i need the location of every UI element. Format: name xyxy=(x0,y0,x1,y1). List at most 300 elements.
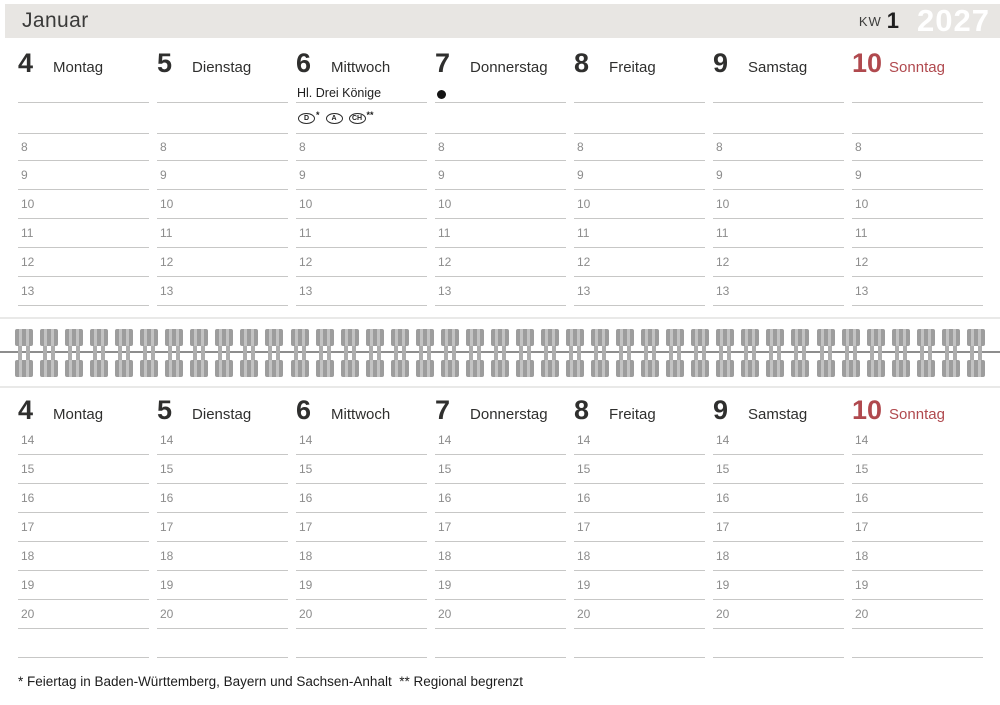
hour-label: 16 xyxy=(855,491,869,505)
hour-slot xyxy=(18,426,149,455)
holiday-row xyxy=(296,85,427,103)
holiday-label: Hl. Drei Könige xyxy=(297,86,382,100)
hour-slot xyxy=(435,248,566,277)
hour-slot xyxy=(574,513,705,542)
binding-coil xyxy=(14,329,34,377)
day-name: Montag xyxy=(53,406,104,423)
day-header xyxy=(713,397,844,426)
hour-label: 20 xyxy=(299,607,313,621)
hour-label: 15 xyxy=(716,462,730,476)
day-header xyxy=(157,45,288,85)
day-header xyxy=(574,45,705,85)
hour-label: 14 xyxy=(438,433,452,447)
hour-slot xyxy=(435,629,566,658)
day-name: Mittwoch xyxy=(331,59,391,76)
country-oval-icon: A xyxy=(326,113,343,124)
hour-label: 17 xyxy=(577,520,591,534)
binding-coil xyxy=(164,329,184,377)
hour-slot xyxy=(296,277,427,306)
coil-bottom-clip xyxy=(165,360,183,377)
hour-slot xyxy=(18,248,149,277)
hour-slot xyxy=(18,484,149,513)
hour-slot xyxy=(435,219,566,248)
hour-slot xyxy=(852,190,983,219)
hour-label: 17 xyxy=(438,520,452,534)
hour-slot xyxy=(435,190,566,219)
hour-slot xyxy=(296,455,427,484)
binding-coil xyxy=(740,329,760,377)
country-oval-icon: CH xyxy=(349,113,366,124)
coil-bottom-clip xyxy=(867,360,885,377)
coil-top-clip xyxy=(441,329,459,346)
hour-label: 10 xyxy=(577,197,591,211)
day-column-samstag xyxy=(713,45,844,306)
hour-label: 18 xyxy=(160,549,174,563)
hour-slot xyxy=(157,484,288,513)
calendar-week-number: 1 xyxy=(886,8,900,33)
day-number: 5 xyxy=(157,48,173,78)
hour-slot xyxy=(852,600,983,629)
hour-label: 9 xyxy=(438,168,445,182)
hour-slot xyxy=(713,484,844,513)
hour-slot xyxy=(157,542,288,571)
day-name: Freitag xyxy=(609,59,656,76)
region-row xyxy=(574,103,705,134)
hour-label: 8 xyxy=(855,140,862,154)
hour-label: 19 xyxy=(299,578,313,592)
binding-coil xyxy=(239,329,259,377)
binding-coil xyxy=(214,329,234,377)
binding-coil xyxy=(290,329,310,377)
coil-top-clip xyxy=(15,329,33,346)
hour-slot xyxy=(574,190,705,219)
hour-slot xyxy=(18,134,149,161)
binding-coil xyxy=(139,329,159,377)
coil-bottom-clip xyxy=(265,360,283,377)
coil-bottom-clip xyxy=(240,360,258,377)
day-column-samstag xyxy=(713,397,844,658)
coil-top-clip xyxy=(541,329,559,346)
hour-slot xyxy=(157,571,288,600)
hour-slot xyxy=(574,455,705,484)
coil-top-clip xyxy=(591,329,609,346)
hour-label: 20 xyxy=(21,607,35,621)
binding-coil xyxy=(64,329,84,377)
hour-slot xyxy=(852,161,983,190)
coil-top-clip xyxy=(466,329,484,346)
coil-top-clip xyxy=(516,329,534,346)
hour-slot xyxy=(157,190,288,219)
coil-bottom-clip xyxy=(842,360,860,377)
top-page-edge xyxy=(0,317,1000,319)
coil-bottom-clip xyxy=(591,360,609,377)
hour-slot xyxy=(852,426,983,455)
binding-coil xyxy=(365,329,385,377)
day-name: Freitag xyxy=(609,406,656,423)
hour-slot xyxy=(574,277,705,306)
hour-slot xyxy=(435,277,566,306)
day-number: 9 xyxy=(713,395,729,425)
binding-coil xyxy=(515,329,535,377)
footnote-asterisk: * xyxy=(316,109,320,120)
binding-coil xyxy=(590,329,610,377)
hour-label: 19 xyxy=(21,578,35,592)
hour-label: 19 xyxy=(438,578,452,592)
coil-top-clip xyxy=(240,329,258,346)
hour-label: 20 xyxy=(716,607,730,621)
hour-label: 17 xyxy=(21,520,35,534)
coil-bottom-clip xyxy=(441,360,459,377)
hour-slot xyxy=(157,134,288,161)
day-header xyxy=(435,397,566,426)
hour-slot xyxy=(574,248,705,277)
coil-bottom-clip xyxy=(892,360,910,377)
coil-bottom-clip xyxy=(291,360,309,377)
hour-label: 11 xyxy=(716,226,729,240)
hour-slot xyxy=(296,248,427,277)
hour-label: 13 xyxy=(716,284,730,298)
hour-label: 15 xyxy=(438,462,452,476)
hour-label: 9 xyxy=(855,168,862,182)
coil-top-clip xyxy=(491,329,509,346)
hour-label: 14 xyxy=(21,433,35,447)
coil-bottom-clip xyxy=(466,360,484,377)
binding-coil xyxy=(665,329,685,377)
coil-bottom-clip xyxy=(391,360,409,377)
day-header xyxy=(713,45,844,85)
binding-coil xyxy=(415,329,435,377)
hour-slot xyxy=(435,134,566,161)
binding-coil xyxy=(114,329,134,377)
hour-slot xyxy=(713,629,844,658)
hour-label: 14 xyxy=(855,433,869,447)
region-row xyxy=(18,103,149,134)
hour-slot xyxy=(713,571,844,600)
hour-slot xyxy=(574,571,705,600)
day-header xyxy=(574,397,705,426)
hour-slot xyxy=(296,513,427,542)
country-badge-ch xyxy=(349,109,374,124)
binding-coil xyxy=(765,329,785,377)
hour-label: 9 xyxy=(577,168,584,182)
hour-label: 8 xyxy=(160,140,167,154)
hour-label: 16 xyxy=(716,491,730,505)
hour-slot xyxy=(852,248,983,277)
coil-bottom-clip xyxy=(791,360,809,377)
coil-top-clip xyxy=(566,329,584,346)
coil-bottom-clip xyxy=(666,360,684,377)
afternoon-week-grid xyxy=(18,397,983,658)
hour-slot xyxy=(713,277,844,306)
coil-top-clip xyxy=(967,329,985,346)
coil-bottom-clip xyxy=(40,360,58,377)
hour-slot xyxy=(435,571,566,600)
hour-label: 13 xyxy=(855,284,869,298)
hour-label: 9 xyxy=(21,168,28,182)
hour-label: 16 xyxy=(577,491,591,505)
coil-top-clip xyxy=(716,329,734,346)
hour-slot xyxy=(435,455,566,484)
hour-label: 17 xyxy=(160,520,174,534)
day-name: Sonntag xyxy=(889,59,945,76)
hour-slot xyxy=(852,134,983,161)
hour-label: 12 xyxy=(21,255,35,269)
hour-label: 14 xyxy=(716,433,730,447)
coil-bottom-clip xyxy=(215,360,233,377)
day-header xyxy=(296,397,427,426)
hour-label: 17 xyxy=(299,520,313,534)
day-number: 7 xyxy=(435,48,451,78)
day-column-dienstag xyxy=(157,45,288,306)
hour-label: 18 xyxy=(21,549,35,563)
hour-slot xyxy=(574,484,705,513)
coil-top-clip xyxy=(666,329,684,346)
country-oval-icon: D xyxy=(298,113,315,124)
binding-coil xyxy=(615,329,635,377)
hour-slot xyxy=(435,484,566,513)
coil-bottom-clip xyxy=(716,360,734,377)
hour-label: 18 xyxy=(577,549,591,563)
week-info xyxy=(859,4,1000,38)
country-badge-d xyxy=(298,109,320,124)
day-column-sonntag xyxy=(852,397,983,658)
hour-label: 10 xyxy=(855,197,869,211)
day-column-freitag xyxy=(574,45,705,306)
day-name: Samstag xyxy=(748,406,808,423)
hour-slot xyxy=(713,600,844,629)
day-column-freitag xyxy=(574,397,705,658)
hour-slot xyxy=(852,542,983,571)
day-number: 9 xyxy=(713,48,729,78)
day-column-montag xyxy=(18,397,149,658)
hour-label: 20 xyxy=(438,607,452,621)
binding-coil xyxy=(816,329,836,377)
hour-label: 11 xyxy=(21,226,34,240)
hour-slot xyxy=(296,571,427,600)
spiral-binding xyxy=(0,310,1000,396)
hour-slot xyxy=(18,629,149,658)
coil-top-clip xyxy=(416,329,434,346)
hour-label: 10 xyxy=(21,197,35,211)
hour-slot xyxy=(852,629,983,658)
hour-slot xyxy=(18,161,149,190)
day-column-donnerstag xyxy=(435,397,566,658)
coil-bottom-clip xyxy=(616,360,634,377)
hour-slot xyxy=(18,513,149,542)
binding-coil xyxy=(440,329,460,377)
coil-top-clip xyxy=(842,329,860,346)
coil-bottom-clip xyxy=(817,360,835,377)
hour-label: 13 xyxy=(438,284,452,298)
binding-coil xyxy=(39,329,59,377)
hour-slot xyxy=(296,542,427,571)
binding-coil xyxy=(390,329,410,377)
binding-coil xyxy=(490,329,510,377)
binding-coil xyxy=(715,329,735,377)
binding-coil xyxy=(264,329,284,377)
hour-slot xyxy=(18,277,149,306)
holiday-row xyxy=(18,85,149,103)
bottom-page-edge xyxy=(0,386,1000,388)
binding-coil xyxy=(966,329,986,377)
hour-label: 12 xyxy=(438,255,452,269)
binding-coil xyxy=(565,329,585,377)
hour-label: 11 xyxy=(577,226,590,240)
hour-label: 11 xyxy=(299,226,312,240)
day-number: 6 xyxy=(296,395,312,425)
coil-top-clip xyxy=(616,329,634,346)
coil-top-clip xyxy=(391,329,409,346)
hour-label: 9 xyxy=(299,168,306,182)
hour-label: 9 xyxy=(716,168,723,182)
coil-bottom-clip xyxy=(541,360,559,377)
day-column-sonntag xyxy=(852,45,983,306)
hour-label: 20 xyxy=(160,607,174,621)
footnote-asterisk: ** xyxy=(366,109,374,120)
hour-label: 12 xyxy=(716,255,730,269)
coil-top-clip xyxy=(917,329,935,346)
hour-slot xyxy=(713,513,844,542)
coil-top-clip xyxy=(65,329,83,346)
hour-label: 8 xyxy=(21,140,28,154)
hour-slot xyxy=(157,248,288,277)
coil-top-clip xyxy=(291,329,309,346)
hour-label: 18 xyxy=(716,549,730,563)
month-header-bar xyxy=(5,4,1000,38)
coil-bottom-clip xyxy=(115,360,133,377)
hour-label: 13 xyxy=(299,284,313,298)
hour-slot xyxy=(18,455,149,484)
day-header xyxy=(852,45,983,85)
binding-coil xyxy=(866,329,886,377)
hour-label: 11 xyxy=(855,226,868,240)
hour-slot xyxy=(157,600,288,629)
binding-coil xyxy=(690,329,710,377)
hour-label: 20 xyxy=(855,607,869,621)
hour-label: 8 xyxy=(716,140,723,154)
coil-bottom-clip xyxy=(917,360,935,377)
hour-label: 12 xyxy=(160,255,174,269)
hour-label: 15 xyxy=(577,462,591,476)
coil-bottom-clip xyxy=(15,360,33,377)
region-row xyxy=(157,103,288,134)
binding-coil xyxy=(916,329,936,377)
hour-slot xyxy=(713,426,844,455)
hour-slot xyxy=(296,134,427,161)
holiday-row xyxy=(157,85,288,103)
hour-slot xyxy=(296,426,427,455)
hour-slot xyxy=(296,484,427,513)
coil-bottom-clip xyxy=(341,360,359,377)
coil-top-clip xyxy=(341,329,359,346)
hour-slot xyxy=(713,248,844,277)
hour-label: 18 xyxy=(438,549,452,563)
region-row xyxy=(713,103,844,134)
hour-label: 13 xyxy=(160,284,174,298)
hour-slot xyxy=(157,277,288,306)
hour-slot xyxy=(157,455,288,484)
coil-top-clip xyxy=(366,329,384,346)
hour-label: 12 xyxy=(299,255,313,269)
hour-label: 17 xyxy=(855,520,869,534)
hour-slot xyxy=(18,219,149,248)
hour-label: 15 xyxy=(21,462,35,476)
day-name: Donnerstag xyxy=(470,406,548,423)
hour-label: 10 xyxy=(438,197,452,211)
hour-slot xyxy=(18,542,149,571)
hour-slot xyxy=(713,219,844,248)
hour-slot xyxy=(852,513,983,542)
binding-coil xyxy=(465,329,485,377)
coil-bottom-clip xyxy=(316,360,334,377)
binding-coil xyxy=(640,329,660,377)
day-number: 10 xyxy=(852,48,883,78)
day-column-dienstag xyxy=(157,397,288,658)
day-column-mittwoch xyxy=(296,397,427,658)
hour-slot xyxy=(852,484,983,513)
day-number: 8 xyxy=(574,395,590,425)
hour-label: 17 xyxy=(716,520,730,534)
day-column-mittwoch xyxy=(296,45,427,306)
hour-label: 14 xyxy=(577,433,591,447)
binding-coil xyxy=(189,329,209,377)
day-name: Mittwoch xyxy=(331,406,391,423)
country-badge-a xyxy=(326,113,343,124)
coil-bottom-clip xyxy=(641,360,659,377)
hour-label: 19 xyxy=(855,578,869,592)
hour-slot xyxy=(435,513,566,542)
hour-label: 15 xyxy=(160,462,174,476)
coil-bottom-clip xyxy=(140,360,158,377)
holiday-row xyxy=(713,85,844,103)
coil-bottom-clip xyxy=(766,360,784,377)
coil-bottom-clip xyxy=(90,360,108,377)
hour-label: 12 xyxy=(855,255,869,269)
coil-bottom-clip xyxy=(65,360,83,377)
coil-bottom-clip xyxy=(942,360,960,377)
binding-coils xyxy=(14,329,986,377)
hour-label: 18 xyxy=(855,549,869,563)
hour-slot xyxy=(157,629,288,658)
binding-coil xyxy=(891,329,911,377)
hour-slot xyxy=(574,161,705,190)
hour-label: 8 xyxy=(577,140,584,154)
day-column-montag xyxy=(18,45,149,306)
hour-label: 11 xyxy=(438,226,451,240)
coil-top-clip xyxy=(265,329,283,346)
month-title: Januar xyxy=(22,9,89,32)
hour-label: 19 xyxy=(577,578,591,592)
hour-slot xyxy=(157,426,288,455)
hour-slot xyxy=(713,190,844,219)
day-name: Dienstag xyxy=(192,406,252,423)
coil-bottom-clip xyxy=(491,360,509,377)
binding-coil xyxy=(790,329,810,377)
coil-top-clip xyxy=(942,329,960,346)
day-header xyxy=(18,397,149,426)
coil-bottom-clip xyxy=(416,360,434,377)
day-name: Montag xyxy=(53,59,104,76)
coil-top-clip xyxy=(215,329,233,346)
day-number: 7 xyxy=(435,395,451,425)
day-name: Samstag xyxy=(748,59,808,76)
binding-coil xyxy=(841,329,861,377)
hour-slot xyxy=(574,219,705,248)
hour-slot xyxy=(713,455,844,484)
year-label: 2027 xyxy=(917,3,990,38)
day-number: 4 xyxy=(18,48,34,78)
coil-top-clip xyxy=(40,329,58,346)
